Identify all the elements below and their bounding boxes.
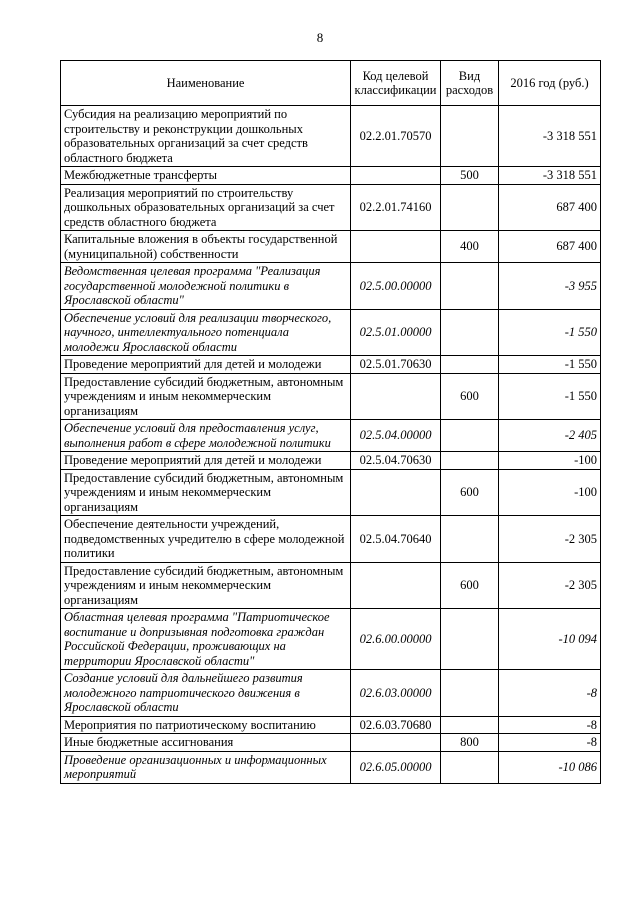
row-name-cell: Областная целевая программа "Патриотическое воспитание и допризывная подготовка граждан Российской Федерации, проживающих на территории Ярославской области" — [61, 609, 351, 670]
row-name-cell: Предоставление субсидий бюджетным, автономным учреждениям и иным некоммерческим организациям — [61, 562, 351, 609]
row-code-cell — [351, 562, 441, 609]
row-code-cell: 02.5.01.00000 — [351, 309, 441, 356]
row-name-cell: Обеспечение условий для предоставления услуг, выполнения работ в сфере молодежной политики — [61, 420, 351, 452]
row-type-cell — [441, 452, 499, 470]
row-type-cell: 500 — [441, 167, 499, 185]
row-amount-cell: -1 550 — [499, 309, 601, 356]
row-code-cell: 02.2.01.74160 — [351, 184, 441, 231]
row-code-cell: 02.6.03.00000 — [351, 670, 441, 717]
table-row — [61, 562, 601, 609]
row-type-cell — [441, 670, 499, 717]
row-name-cell: Субсидия на реализацию мероприятий по строительству и реконструкции дошкольных образовательных организаций за счет средств областного бюджета — [61, 106, 351, 167]
table-row — [61, 167, 601, 185]
table-row — [61, 516, 601, 563]
row-name-cell: Реализация мероприятий по строительству дошкольных образовательных организаций за счет средств областного бюджета — [61, 184, 351, 231]
row-name-cell: Обеспечение деятельности учреждений, подведомственных учредителю в сфере молодежной политики — [61, 516, 351, 563]
row-amount-cell: -2 305 — [499, 516, 601, 563]
row-type-cell: 600 — [441, 373, 499, 420]
row-amount-cell: -10 094 — [499, 609, 601, 670]
budget-table — [60, 60, 601, 784]
row-code-cell: 02.6.00.00000 — [351, 609, 441, 670]
row-amount-cell: -1 550 — [499, 373, 601, 420]
row-code-cell — [351, 373, 441, 420]
row-amount-cell: 687 400 — [499, 231, 601, 263]
table-row — [61, 263, 601, 310]
row-type-cell — [441, 751, 499, 783]
table-row — [61, 231, 601, 263]
table-row — [61, 734, 601, 752]
table-row — [61, 373, 601, 420]
row-amount-cell: -10 086 — [499, 751, 601, 783]
row-name-cell: Ведомственная целевая программа "Реализация государственной молодежной политики в Ярославской области" — [61, 263, 351, 310]
row-type-cell — [441, 516, 499, 563]
row-amount-cell: -3 318 551 — [499, 167, 601, 185]
row-name-cell: Проведение организационных и информационных мероприятий — [61, 751, 351, 783]
row-name-cell: Проведение мероприятий для детей и молодежи — [61, 452, 351, 470]
row-name-cell: Предоставление субсидий бюджетным, автономным учреждениям и иным некоммерческим организациям — [61, 469, 351, 516]
row-code-cell — [351, 231, 441, 263]
row-type-cell — [441, 420, 499, 452]
table-row — [61, 184, 601, 231]
table-row — [61, 106, 601, 167]
row-name-cell: Капитальные вложения в объекты государственной (муниципальной) собственности — [61, 231, 351, 263]
row-type-cell: 800 — [441, 734, 499, 752]
row-code-cell: 02.5.00.00000 — [351, 263, 441, 310]
row-code-cell — [351, 167, 441, 185]
row-code-cell — [351, 469, 441, 516]
table-body — [61, 106, 601, 784]
row-type-cell: 600 — [441, 562, 499, 609]
row-code-cell: 02.5.04.70630 — [351, 452, 441, 470]
header-type: Вид расходов — [441, 61, 499, 106]
header-row — [61, 61, 601, 106]
table-row — [61, 469, 601, 516]
row-type-cell — [441, 263, 499, 310]
row-type-cell — [441, 106, 499, 167]
row-code-cell: 02.5.01.70630 — [351, 356, 441, 374]
row-name-cell: Обеспечение условий для реализации творческого, научного, интеллектуального потенциала молодежи Ярославской области — [61, 309, 351, 356]
row-amount-cell: -100 — [499, 469, 601, 516]
row-amount-cell: 687 400 — [499, 184, 601, 231]
row-code-cell: 02.5.04.70640 — [351, 516, 441, 563]
row-type-cell — [441, 716, 499, 734]
table-row — [61, 751, 601, 783]
row-type-cell — [441, 309, 499, 356]
header-name: Наименование — [61, 61, 351, 106]
table-row — [61, 716, 601, 734]
row-name-cell: Проведение мероприятий для детей и молодежи — [61, 356, 351, 374]
row-code-cell: 02.2.01.70570 — [351, 106, 441, 167]
table-row — [61, 309, 601, 356]
row-code-cell: 02.6.05.00000 — [351, 751, 441, 783]
table-header — [61, 61, 601, 106]
row-amount-cell: -2 405 — [499, 420, 601, 452]
row-amount-cell: -1 550 — [499, 356, 601, 374]
row-name-cell: Иные бюджетные ассигнования — [61, 734, 351, 752]
row-amount-cell: -2 305 — [499, 562, 601, 609]
row-name-cell: Межбюджетные трансферты — [61, 167, 351, 185]
row-amount-cell: -8 — [499, 734, 601, 752]
row-type-cell — [441, 609, 499, 670]
header-code: Код целевой классификации — [351, 61, 441, 106]
row-name-cell: Предоставление субсидий бюджетным, автономным учреждениям и иным некоммерческим организациям — [61, 373, 351, 420]
row-type-cell: 400 — [441, 231, 499, 263]
header-amount: 2016 год (руб.) — [499, 61, 601, 106]
table-row — [61, 609, 601, 670]
row-amount-cell: -3 318 551 — [499, 106, 601, 167]
row-type-cell — [441, 356, 499, 374]
row-amount-cell: -100 — [499, 452, 601, 470]
row-type-cell: 600 — [441, 469, 499, 516]
table-row — [61, 356, 601, 374]
table-row — [61, 670, 601, 717]
row-code-cell — [351, 734, 441, 752]
row-name-cell: Мероприятия по патриотическому воспитанию — [61, 716, 351, 734]
table-row — [61, 420, 601, 452]
row-amount-cell: -8 — [499, 716, 601, 734]
row-code-cell: 02.5.04.00000 — [351, 420, 441, 452]
row-type-cell — [441, 184, 499, 231]
table-row — [61, 452, 601, 470]
row-code-cell: 02.6.03.70680 — [351, 716, 441, 734]
row-name-cell: Создание условий для дальнейшего развития молодежного патриотического движения в Ярославской области — [61, 670, 351, 717]
row-amount-cell: -3 955 — [499, 263, 601, 310]
row-amount-cell: -8 — [499, 670, 601, 717]
page-number: 8 — [316, 30, 324, 45]
